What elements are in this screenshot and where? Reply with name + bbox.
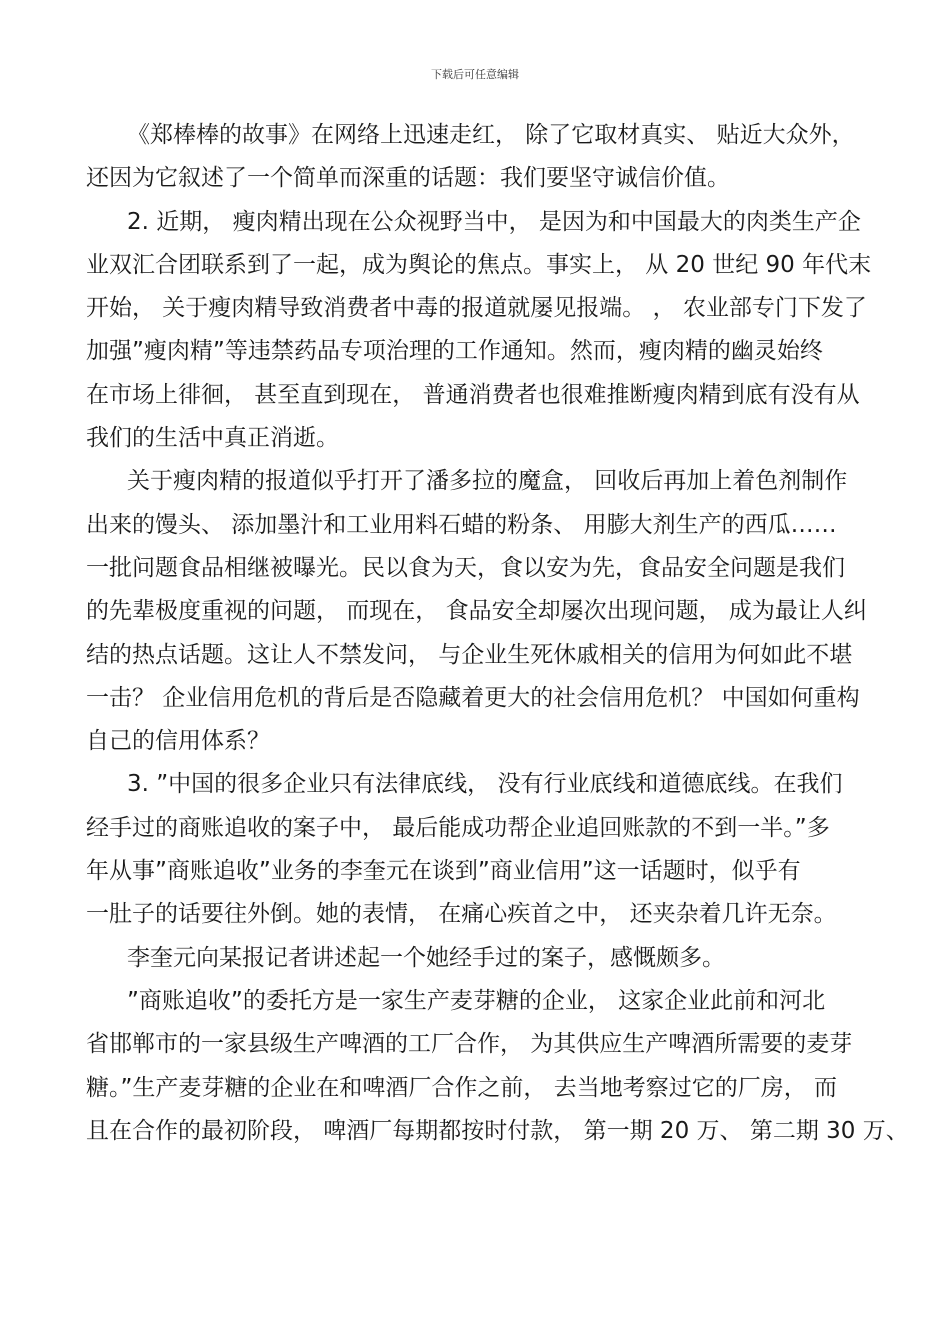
body-text [86,114,909,1153]
text-line: 业双汇合团联系到了一起，成为舆论的焦点。事实上， 从 20 世纪 90 年代末 [86,251,872,278]
text-line: 省邯郸市的一家县级生产啤酒的工厂合作， 为其供应生产啤酒所需要的麦芽 [86,1031,853,1058]
text-line: 加强”瘦肉精”等违禁药品专项治理的工作通知。然而，瘦肉精的幽灵始终 [86,338,823,365]
text-line: ”商账追收”的委托方是一家生产麦芽糖的企业， 这家企业此前和河北 [127,987,826,1014]
text-line: 2. 近期， 瘦肉精出现在公众视野当中， 是因为和中国最大的肉类生产企 [127,208,861,235]
text-line: 糖。”生产麦芽糖的企业在和啤酒厂合作之前， 去当地考察过它的厂房， 而 [86,1074,838,1101]
text-line: 关于瘦肉精的报道似乎打开了潘多拉的魔盒， 回收后再加上着色剂制作 [127,468,848,495]
text-line: 在市场上徘徊， 甚至直到现在， 普通消费者也很难推断瘦肉精到底有没有从 [86,381,860,408]
text-line: 一击？ 企业信用危机的背后是否隐藏着更大的社会信用危机？ 中国如何重构 [86,684,860,711]
text-line: 李奎元向某报记者讲述起一个她经手过的案子，感慨颇多。 [127,944,725,971]
text-line: 出来的馒头、 添加墨汁和工业用料石蜡的粉条、 用膨大剂生产的西瓜…… [86,511,837,538]
text-line: 一批问题食品相继被曝光。民以食为天，食以安为先，食品安全问题是我们 [86,554,845,581]
text-line: 结的热点话题。这让人不禁发问， 与企业生死休戚相关的信用为何如此不堪 [86,641,853,668]
text-line: 开始， 关于瘦肉精导致消费者中毒的报道就屡见报端。 ， 农业部专门下发了 [86,295,867,322]
text-line: 的先辈极度重视的问题， 而现在， 食品安全却屡次出现问题， 成为最让人纠 [86,598,867,625]
text-line: 年从事”商账追收”业务的李奎元在谈到”商业信用”这一话题时，似乎有 [86,858,801,885]
text-line: 自己的信用体系？ [86,728,270,755]
page-header: 下载后可任意编辑 [431,68,519,81]
text-line: 3. ”中国的很多企业只有法律底线， 没有行业底线和道德底线。在我们 [127,771,843,798]
text-line: 还因为它叙述了一个简单而深重的话题：我们要坚守诚信价值。 [86,165,730,192]
text-line: 且在合作的最初阶段， 啤酒厂每期都按时付款， 第一期 20 万、 第二期 30 万、 [86,1117,909,1144]
text-line: 一肚子的话要往外倒。她的表情， 在痛心疾首之中， 还夹杂着几许无奈。 [86,901,837,928]
text-line: 我们的生活中真正消逝。 [86,425,339,452]
text-line: 经手过的商账追收的案子中， 最后能成功帮企业追回账款的不到一半。”多 [86,814,830,841]
text-line: 《郑棒棒的故事》在网络上迅速走红， 除了它取材真实、 贴近大众外， [127,122,855,148]
